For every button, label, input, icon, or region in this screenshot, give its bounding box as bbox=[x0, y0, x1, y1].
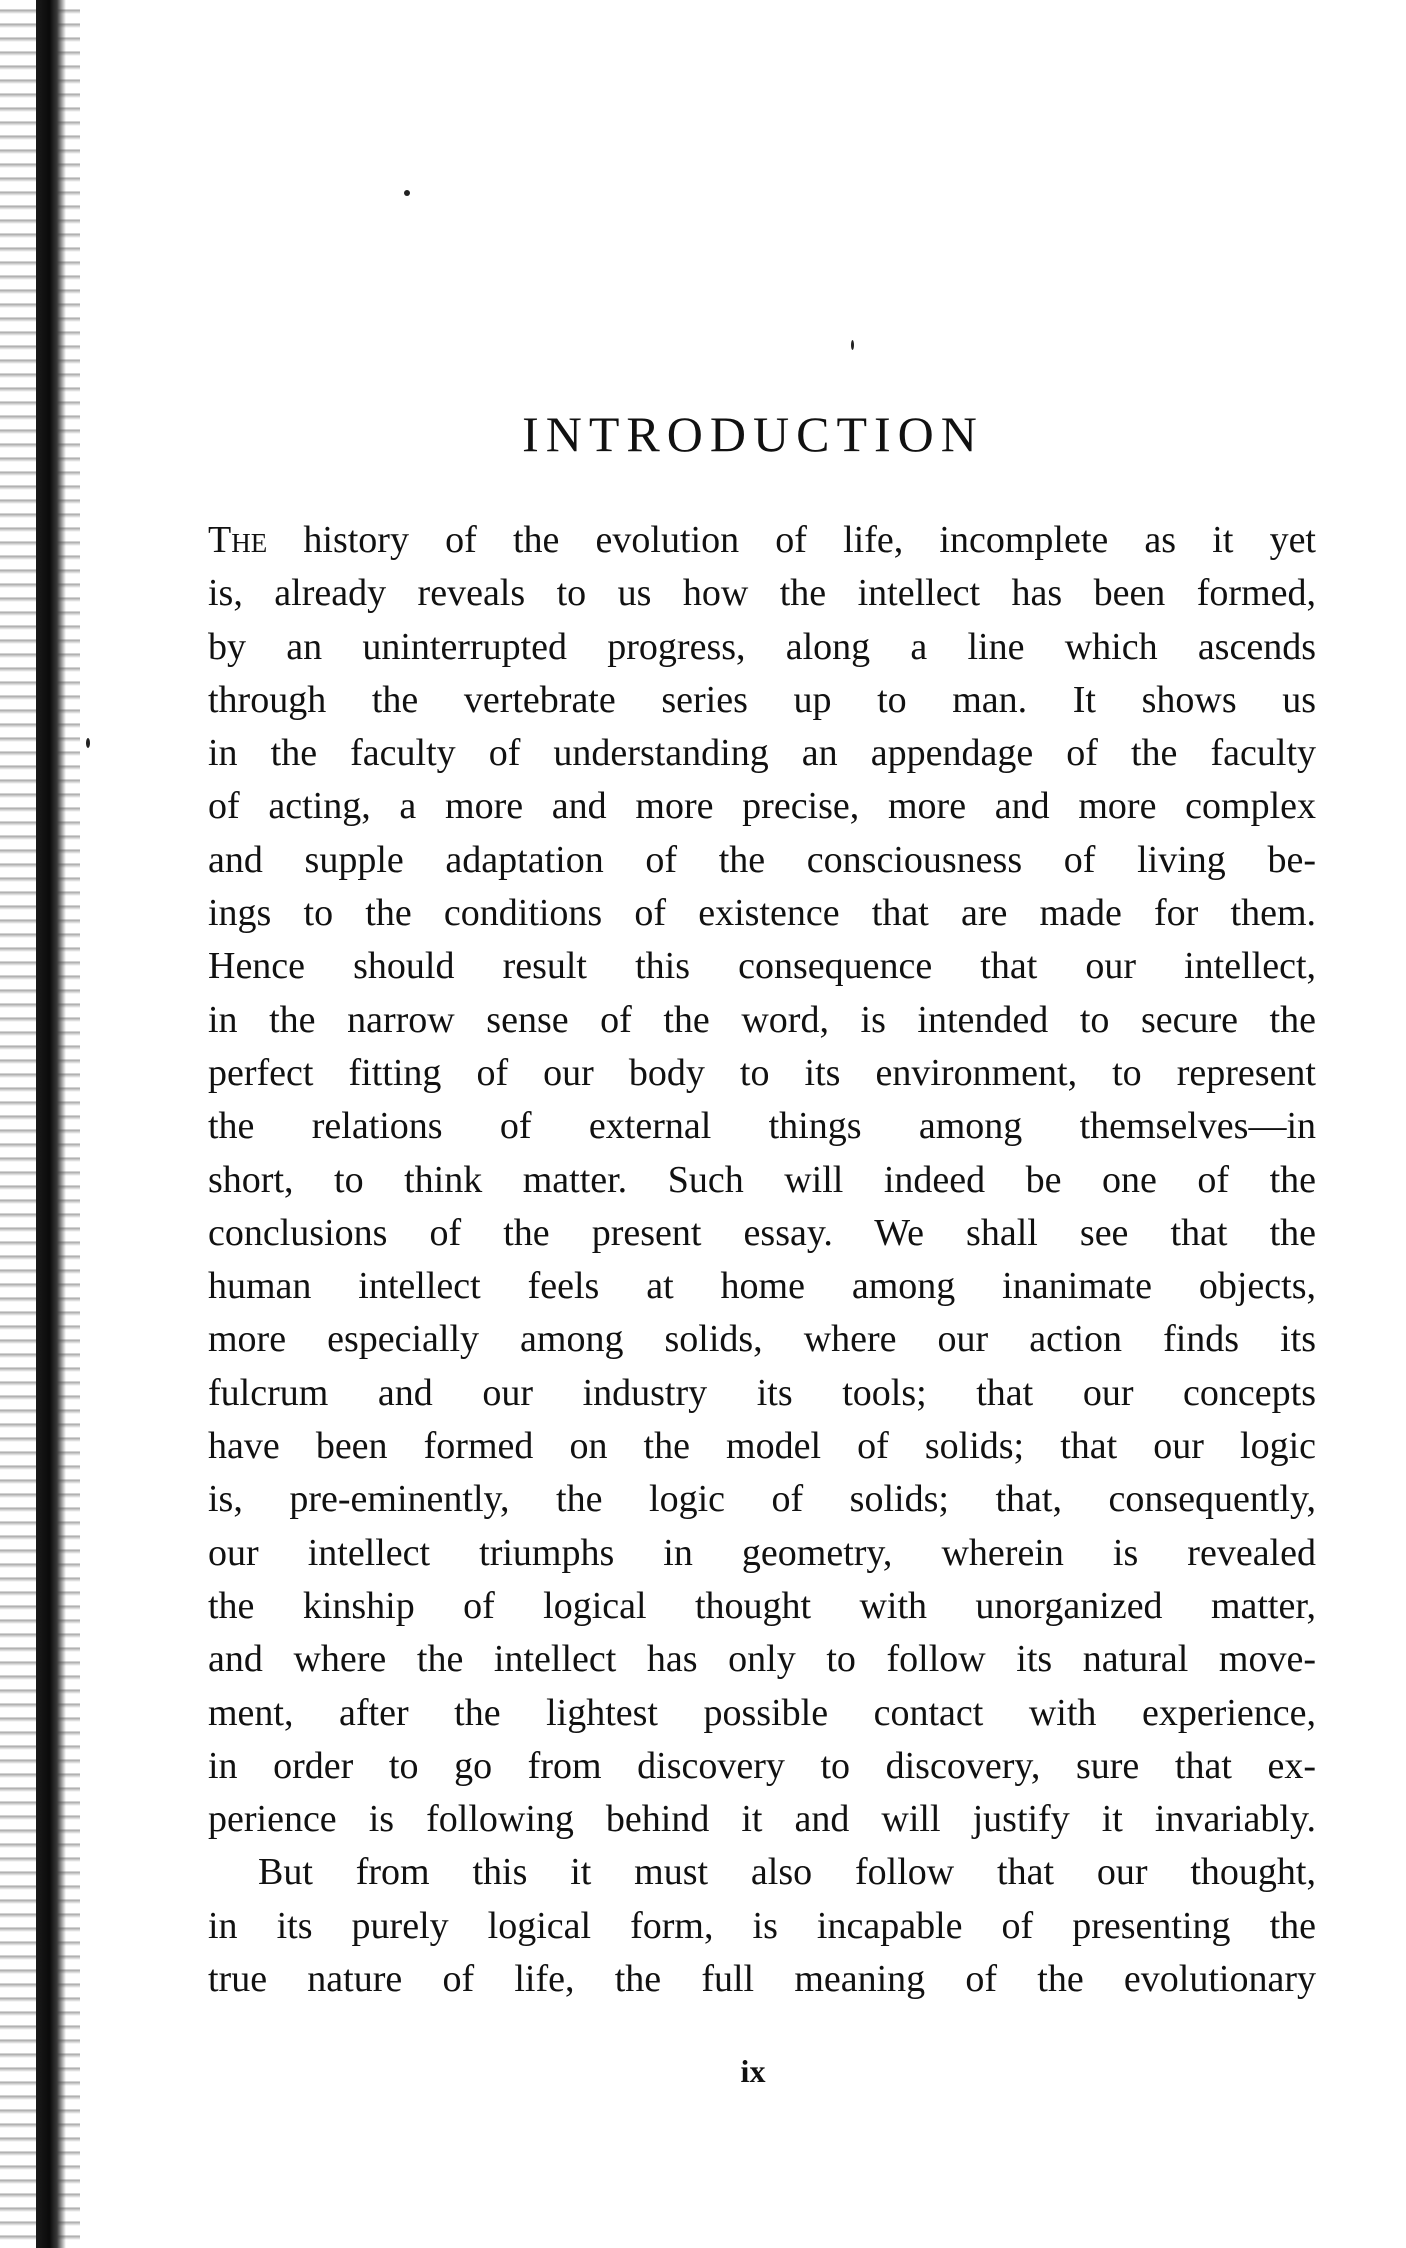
text-line: true nature of life, the full meaning of the evolutionary bbox=[208, 1958, 1316, 2001]
drop-lead-word: The bbox=[208, 519, 268, 561]
text-line: in the narrow sense of the word, is intended to secure the bbox=[208, 998, 1316, 1041]
body-text bbox=[208, 514, 1316, 2006]
page-binding-edge bbox=[36, 0, 66, 2248]
text-line: of acting, a more and more precise, more and more complex bbox=[208, 785, 1316, 828]
chapter-title: INTRODUCTION bbox=[522, 406, 984, 462]
text-line: by an uninterrupted progress, along a line which ascends bbox=[208, 625, 1316, 668]
text-line: our intellect triumphs in geometry, wherein is revealed bbox=[208, 1531, 1316, 1574]
text-line: Hence should result this consequence that our intellect, bbox=[208, 945, 1316, 988]
print-speck bbox=[404, 190, 410, 196]
text-line: have been formed on the model of solids; that our logic bbox=[208, 1425, 1316, 1468]
text-line: the relations of external things among themselves—in bbox=[208, 1105, 1316, 1148]
text-line: fulcrum and our industry its tools; that our concepts bbox=[208, 1371, 1316, 1414]
text-line: perience is following behind it and will justify it invariably. bbox=[208, 1798, 1316, 1841]
text-line: in the faculty of understanding an appendage of the faculty bbox=[208, 732, 1316, 775]
text-line: ment, after the lightest possible contact with experience, bbox=[208, 1691, 1316, 1734]
page-number: ix bbox=[740, 2053, 766, 2089]
text-line: in its purely logical form, is incapable of presenting the bbox=[208, 1904, 1316, 1947]
text-line: more especially among solids, where our action finds its bbox=[208, 1318, 1316, 1361]
print-speck bbox=[851, 340, 854, 350]
text-line: conclusions of the present essay. We shall see that the bbox=[208, 1211, 1316, 1254]
text-line: is, pre-eminently, the logic of solids; that, consequently, bbox=[208, 1478, 1316, 1521]
text-line: in order to go from discovery to discovery, sure that ex- bbox=[208, 1744, 1316, 1787]
text-line: and where the intellect has only to follow its natural move- bbox=[208, 1638, 1316, 1681]
text-line: ings to the conditions of existence that are made for them. bbox=[208, 892, 1316, 935]
text-line: The history of the evolution of life, incomplete as it yet bbox=[208, 519, 1316, 561]
text-line: and supple adaptation of the consciousness of living be- bbox=[208, 838, 1316, 881]
text-line: short, to think matter. Such will indeed be one of the bbox=[208, 1158, 1316, 1201]
text-line: perfect fitting of our body to its environment, to represent bbox=[208, 1051, 1316, 1094]
text-line: is, already reveals to us how the intellect has been formed, bbox=[208, 572, 1316, 615]
text-line: the kinship of logical thought with unorganized matter, bbox=[208, 1584, 1316, 1627]
text-line: human intellect feels at home among inanimate objects, bbox=[208, 1265, 1316, 1308]
paragraph-first-line: But from this it must also follow that our thought, bbox=[258, 1851, 1316, 1894]
print-speck bbox=[86, 738, 90, 748]
text-line: through the vertebrate series up to man. It shows us bbox=[208, 678, 1316, 721]
